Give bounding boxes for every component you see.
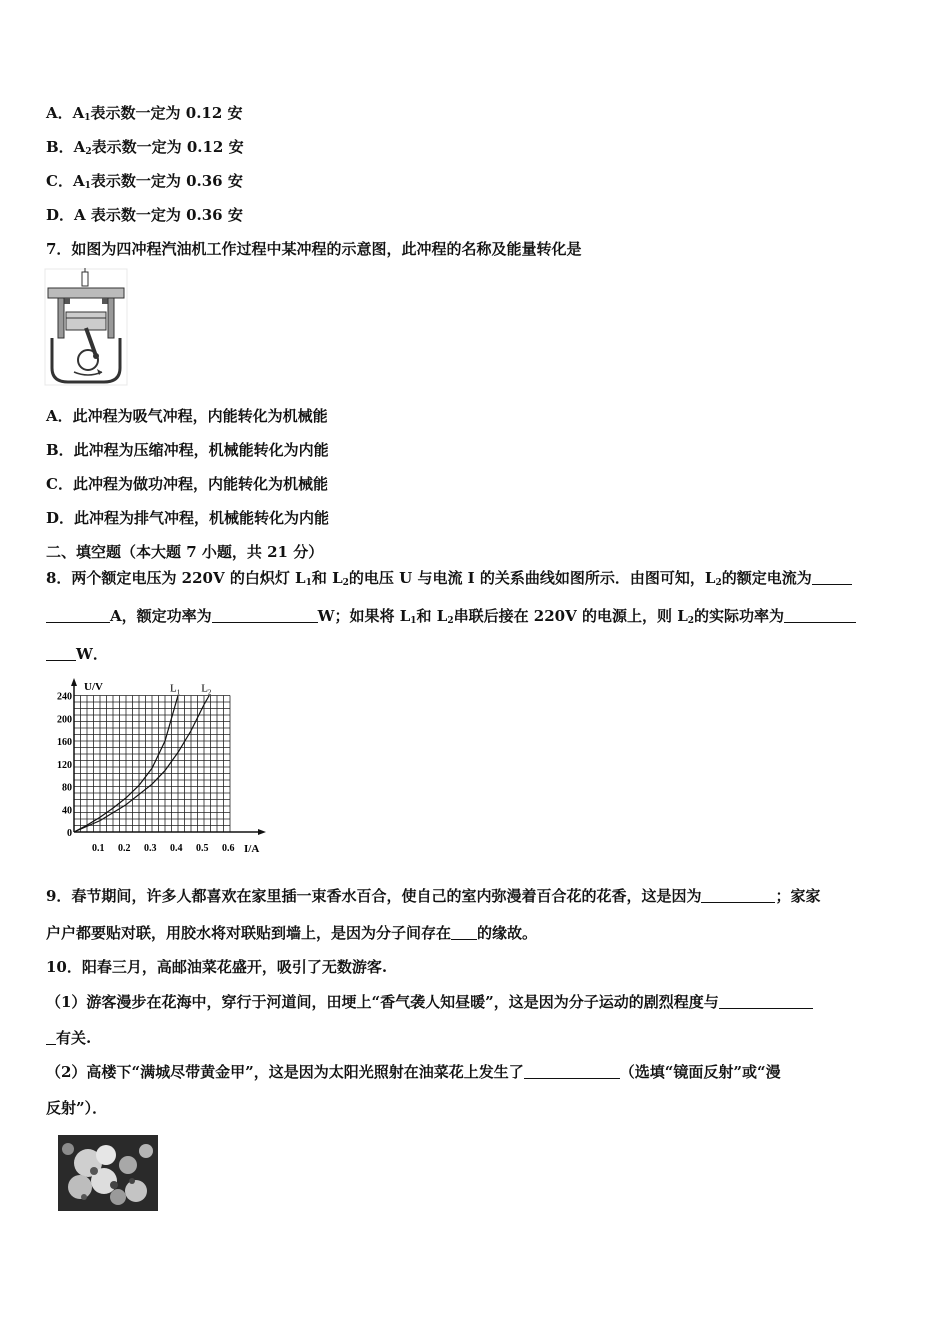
q8-line3 <box>46 644 108 664</box>
x-tick-label: 0.1 <box>92 843 105 854</box>
q7-stem: 7．如图为四冲程汽油机工作过程中某冲程的示意图，此冲程的名称及能量转化是 <box>46 240 582 258</box>
q8-text: A，额定功率为 <box>110 607 212 625</box>
q9-text: 的缘故。 <box>477 924 538 942</box>
engine-diagram <box>44 268 128 386</box>
q10-text: 有关. <box>56 1029 92 1047</box>
q10-text: （1）游客漫步在花海中，穿行于河道间，田埂上“香气袭人知昼暖”，这是因为分子运动的剧烈程度与 <box>46 993 719 1011</box>
q8-sub: 2 <box>715 578 722 588</box>
q8-text: 的电压 U 与电流 I 的关系曲线如图所示．由图可知，L <box>348 569 716 587</box>
q10-blank-1-cont[interactable] <box>46 1030 56 1045</box>
q8-text: W；如果将 L <box>317 607 411 625</box>
q8-line1 <box>46 568 852 593</box>
q8-text: 8．两个额定电压为 220V 的白炽灯 L <box>46 569 306 587</box>
x-axis-label: I/A <box>244 843 260 855</box>
q9-line1 <box>46 886 820 906</box>
q10-text: （选填“镜面反射”或“漫 <box>619 1063 781 1081</box>
q9-text: 9．春节期间，许多人都喜欢在家里插一束香水百合，使自己的室内弥漫着百合花的花香，这是因为 <box>46 887 702 905</box>
q7-option-a: A．此冲程为吸气冲程，内能转化为机械能 <box>46 407 328 425</box>
rapeseed-flower-image <box>58 1135 158 1211</box>
y-tick-label: 160 <box>57 737 72 748</box>
q9-blank-2[interactable] <box>451 925 477 940</box>
q10-part2 <box>46 1062 781 1082</box>
q6-option-c <box>46 171 243 196</box>
q7-option-c: C．此冲程为做功冲程，内能转化为机械能 <box>46 475 328 493</box>
q10-part1-cont <box>46 1028 91 1048</box>
y-tick-label: 40 <box>62 805 72 817</box>
q8-line2 <box>46 606 856 631</box>
series-label-l2: $L_2$ <box>201 682 212 697</box>
x-tick-label: 0.5 <box>196 843 209 854</box>
series-line-l2 <box>74 696 209 833</box>
q9-blank-1[interactable] <box>701 888 775 903</box>
q8-sub: 2 <box>342 578 349 588</box>
y-tick-label: 120 <box>57 759 72 771</box>
q8-blank-current-cont[interactable] <box>46 608 110 623</box>
q8-blank-current[interactable] <box>812 570 852 585</box>
q9-line2 <box>46 923 537 943</box>
q8-blank-power[interactable] <box>212 608 318 623</box>
q8-sub: 1 <box>410 616 417 626</box>
y-axis-label: U/V <box>84 681 103 693</box>
q8-text: 串联后接在 220V 的电源上，则 L <box>453 607 688 625</box>
q8-sub: 2 <box>687 616 695 626</box>
q10-part2-cont: 反射”）． <box>46 1099 108 1117</box>
q9-text: ；家家 <box>775 887 821 905</box>
q6-b-text2: 表示数一定为 0.12 安 <box>91 138 244 156</box>
section-title: 二、填空题（本大题 7 小题，共 21 分） <box>46 543 324 561</box>
q10-blank-1[interactable] <box>719 994 813 1009</box>
y-tick-label: 0 <box>67 828 72 839</box>
series-label-l1: $L_1$ <box>170 682 181 697</box>
q6-option-b <box>46 137 244 162</box>
q10-stem: 10．阳春三月，高邮油菜花盛开，吸引了无数游客. <box>46 958 388 976</box>
q8-text: 和 L <box>416 607 448 625</box>
chart-grid <box>74 696 230 833</box>
q6-c-text2: 表示数一定为 0.36 安 <box>90 172 243 190</box>
q10-text: （2）高楼下“满城尽带黄金甲”，这是因为太阳光照射在油菜花上发生了 <box>46 1063 524 1081</box>
q9-text: 户户都要贴对联，用胶水将对联贴到墙上，是因为分子间存在 <box>46 924 452 942</box>
q6-b-sub: 2 <box>85 147 92 157</box>
q7-option-b: B．此冲程为压缩冲程，机械能转化为内能 <box>46 441 329 459</box>
q6-a-text2: 表示数一定为 0.12 安 <box>90 104 243 122</box>
q10-part1 <box>46 992 813 1012</box>
x-tick-label: 0.2 <box>118 843 131 854</box>
y-tick-label: 240 <box>57 691 72 703</box>
q8-text: W． <box>76 645 108 663</box>
u-i-chart <box>44 672 274 862</box>
q8-blank-actual-power[interactable] <box>784 608 856 623</box>
q6-a-sub: 1 <box>84 113 91 123</box>
q6-b-text: B．A <box>46 138 86 156</box>
q8-text: 的额定电流为 <box>721 569 812 587</box>
q7-option-d: D．此冲程为排气冲程，机械能转化为内能 <box>46 509 330 527</box>
q6-c-text: C．A <box>46 172 85 190</box>
q8-blank-actual-power-cont[interactable] <box>46 646 76 661</box>
y-tick-label: 80 <box>62 782 72 794</box>
x-tick-label: 0.4 <box>170 843 183 854</box>
y-tick-label: 200 <box>57 714 72 726</box>
q8-sub: 1 <box>305 578 312 588</box>
q8-text: 的实际功率为 <box>694 607 785 625</box>
q6-c-sub: 1 <box>84 181 91 191</box>
q6-option-a <box>46 103 243 128</box>
q6-option-d: D．A 表示数一定为 0.36 安 <box>46 206 243 224</box>
q8-text: 和 L <box>311 569 343 587</box>
q6-a-text: A．A <box>46 104 85 122</box>
q10-blank-2[interactable] <box>524 1064 620 1079</box>
x-tick-label: 0.6 <box>222 843 235 854</box>
x-tick-label: 0.3 <box>144 843 157 854</box>
q8-sub: 2 <box>447 616 454 626</box>
